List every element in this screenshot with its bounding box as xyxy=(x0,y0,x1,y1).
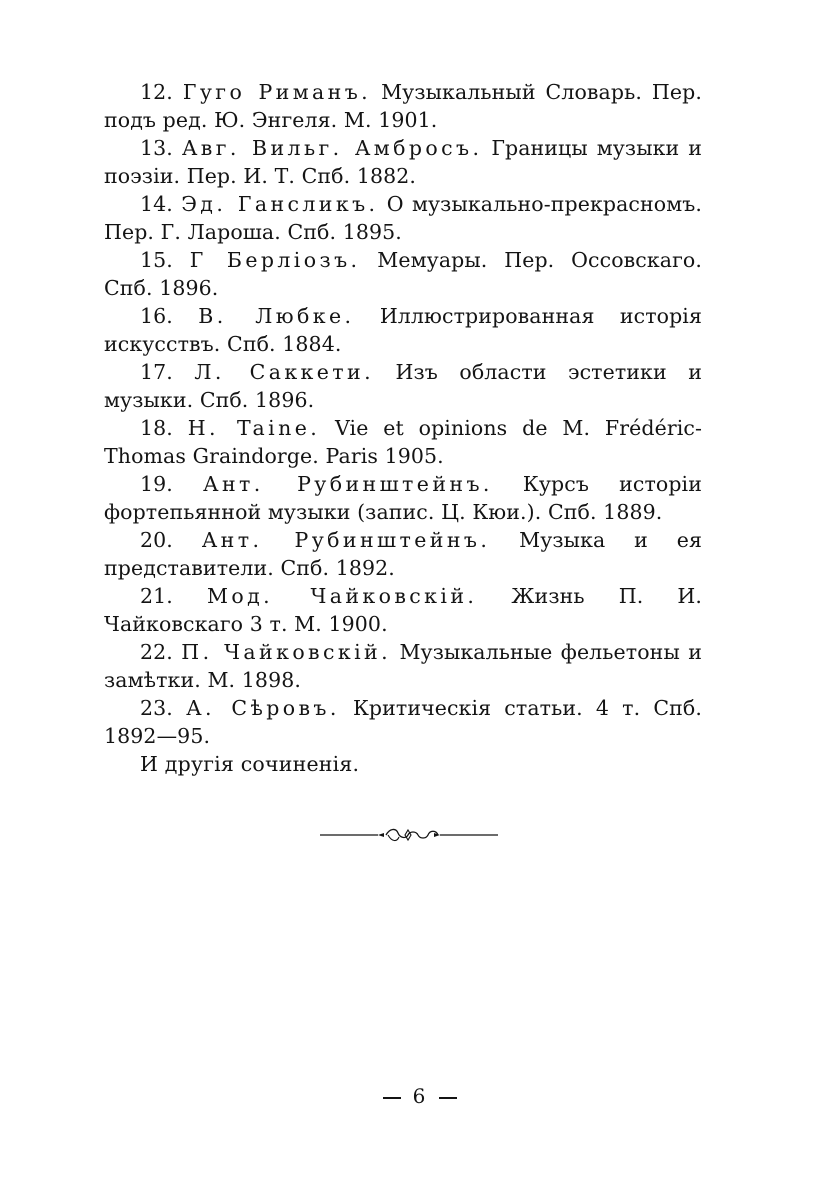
entry-number: 15. xyxy=(140,248,173,272)
bibliography-entry xyxy=(104,358,702,414)
entry-title: О музыкально-прекрасномъ. Пер. Г. Лароша. Спб. 1895. xyxy=(104,192,702,244)
entry-author: Эд. Гансликъ. xyxy=(181,192,379,216)
entry-number: 16. xyxy=(140,304,173,328)
entry-number: 22. xyxy=(140,640,173,664)
entry-author: H. Taine. xyxy=(187,416,321,440)
entry-author: П. Чайковскій. xyxy=(181,640,392,664)
bibliography-entry xyxy=(104,414,702,470)
entry-author: Ант. Рубинштейнъ. xyxy=(203,472,493,496)
entry-number: 13. xyxy=(140,136,173,160)
entry-author: Г Берліозъ. xyxy=(189,248,361,272)
entry-number: 17. xyxy=(140,360,173,384)
entry-title: Музыка и ея представители. Спб. 1892. xyxy=(104,528,703,580)
bibliography-entry xyxy=(104,638,702,694)
entry-number: 12. xyxy=(140,80,173,104)
entry-author: А. Сѣровъ. xyxy=(186,696,340,720)
entry-title: Vie et opinions de M. Frédéric-Thomas Graindorge. Paris 1905. xyxy=(104,416,702,468)
entry-title: Иллюстрированная исторія искусствъ. Спб. 1884. xyxy=(104,304,702,356)
page-number-value: 6 xyxy=(412,1084,428,1108)
bibliography-entry xyxy=(104,582,702,638)
page-number xyxy=(0,1084,840,1108)
entry-title: Изъ области эстетики и музыки. Спб. 1896. xyxy=(104,360,702,412)
entry-author: Авг. Вильг. Амбросъ. xyxy=(181,136,483,160)
entry-author: Мод. Чайковскій. xyxy=(207,584,478,608)
entry-title: Мемуары. Пер. Оссовскаго. Спб. 1896. xyxy=(104,248,702,300)
entry-number: 20. xyxy=(140,528,173,552)
entry-title: Жизнь П. И. Чайковскаго 3 т. М. 1900. xyxy=(104,584,702,636)
entry-title: Критическія статьи. 4 т. Спб. 1892—95. xyxy=(104,696,702,748)
entry-title: Музыкальный Словарь. Пер. подъ ред. Ю. Энгеля. М. 1901. xyxy=(104,80,702,132)
decorative-rule-ornament-icon xyxy=(320,827,498,843)
bibliography-entry xyxy=(104,78,702,134)
bibliography-entry xyxy=(104,694,702,750)
bibliography-entry xyxy=(104,470,702,526)
dash-right xyxy=(439,1097,457,1099)
closing-note: И другія сочиненія. xyxy=(140,752,360,776)
entry-number: 21. xyxy=(140,584,173,608)
bibliography-entry xyxy=(104,526,702,582)
bibliography-entry xyxy=(104,190,702,246)
entry-number: 18. xyxy=(140,416,173,440)
entry-author: Ант. Рубинштейнъ. xyxy=(201,528,491,552)
entry-title: Границы музыки и поэзіи. Пер. И. Т. Спб. 1882. xyxy=(104,136,702,188)
bibliography-entry xyxy=(104,134,702,190)
entry-number: 23. xyxy=(140,696,173,720)
entry-number: 19. xyxy=(140,472,173,496)
entry-author: Л. Саккети. xyxy=(194,360,375,384)
entry-title: Курсъ исторіи фортепьянной музыки (запис. Ц. Кюи.). Спб. 1889. xyxy=(104,472,702,524)
bibliography-list xyxy=(104,78,702,778)
entry-author: Гуго Риманъ. xyxy=(182,80,372,104)
bibliography-entry xyxy=(104,246,702,302)
dash-left xyxy=(383,1097,401,1099)
entry-author: В. Любке. xyxy=(198,304,355,328)
entry-number: 14. xyxy=(140,192,173,216)
bibliography-entry xyxy=(104,302,702,358)
entry-title: Музыкальные фельетоны и замѣтки. М. 1898. xyxy=(104,640,703,692)
